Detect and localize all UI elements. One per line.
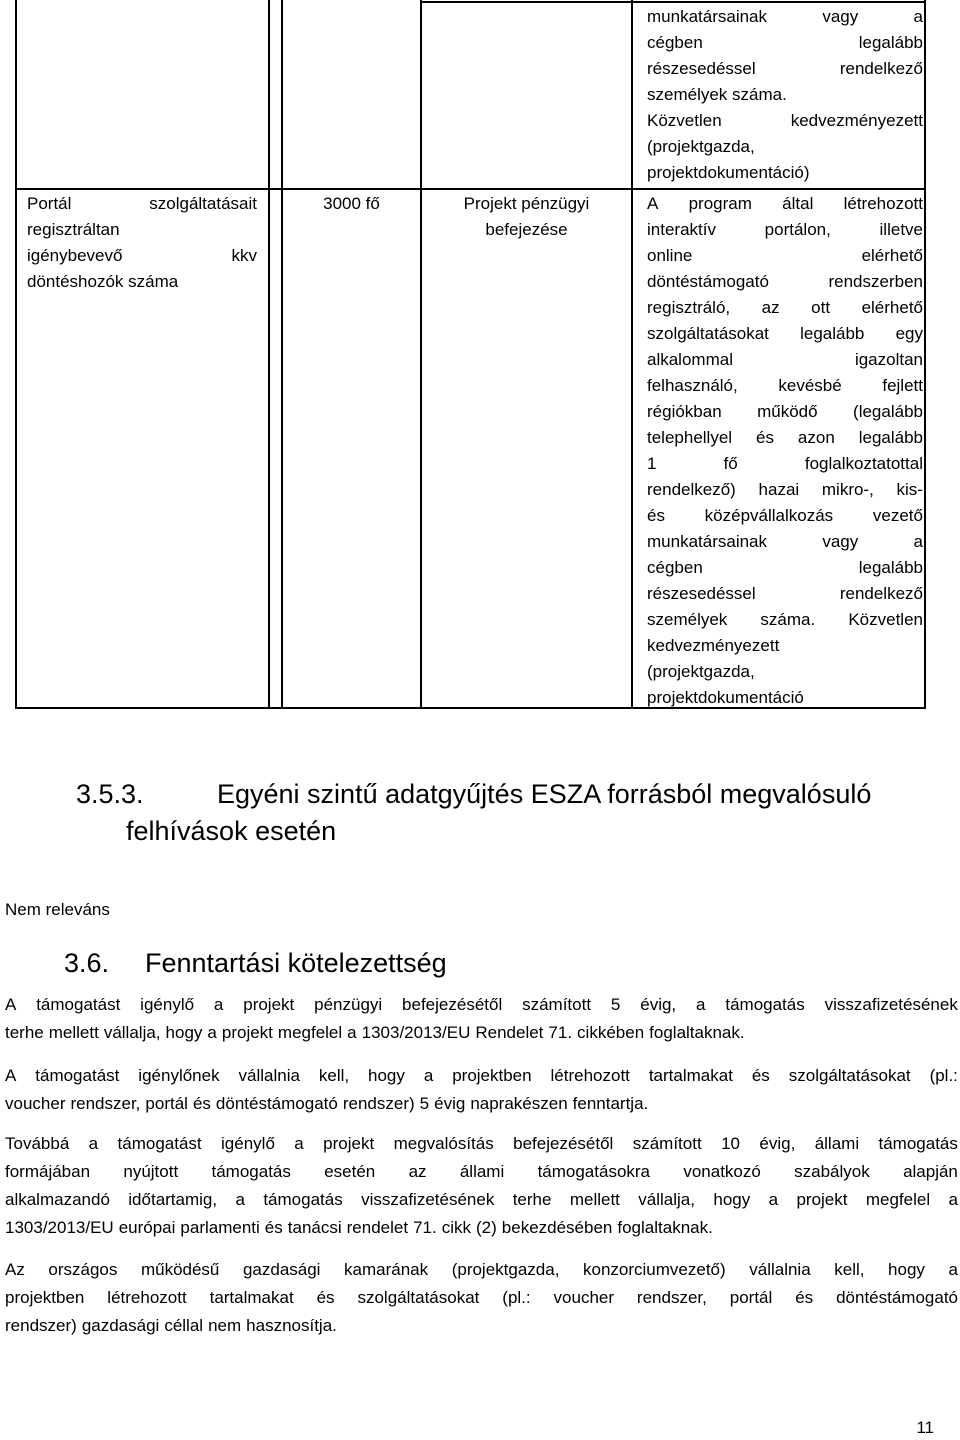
section-353-note: Nem releváns xyxy=(5,900,110,919)
indicator-table xyxy=(15,0,926,709)
target-value-cell xyxy=(283,191,420,217)
section-353-number: 3.5.3. xyxy=(76,779,144,809)
cell-word: cégben xyxy=(647,558,703,577)
cell-word: kedvezményezett xyxy=(647,636,780,655)
cell-word: a xyxy=(913,7,923,26)
cell-word: rendszerben xyxy=(828,272,923,291)
paragraph-line: A támogatást igénylő a projekt pénzügyi befejezésétől számított 5 évig, a támogatás visszafizetésének xyxy=(5,995,958,1014)
cell-word: regisztráltan xyxy=(27,220,120,239)
cell-line xyxy=(647,399,923,425)
cell-line xyxy=(647,217,923,243)
deadline-line-2: befejezése xyxy=(485,220,568,239)
section-36-number: 3.6. xyxy=(64,948,110,978)
cell-word: felhasználó, xyxy=(647,376,738,395)
cell-line xyxy=(27,217,257,243)
cell-word: foglalkoztatottal xyxy=(804,454,923,473)
cell-word: kkv xyxy=(231,246,257,265)
cell-word: a xyxy=(913,532,923,551)
cell-word: szolgáltatásokat xyxy=(647,324,769,343)
cell-word: személyek xyxy=(647,610,728,629)
cell-word: ott xyxy=(811,298,831,317)
cell-word: működő xyxy=(757,402,818,421)
cell-line xyxy=(647,134,923,160)
cell-word: kevésbé xyxy=(778,376,842,395)
cell-line xyxy=(647,659,923,685)
cell-line xyxy=(647,269,923,295)
table-border-right xyxy=(924,0,926,709)
cell-line xyxy=(647,108,923,134)
cell-word: egy xyxy=(895,324,923,343)
prev-row-source-cell xyxy=(647,4,923,186)
table-border-left xyxy=(15,0,17,709)
paragraph-line: 1303/2013/EU európai parlamenti és tanácsi rendelet 71. cikk (2) bekezdésében foglaltaknak. xyxy=(5,1218,713,1237)
cell-word: Portál xyxy=(27,194,72,213)
cell-word: legalább xyxy=(858,428,923,447)
cell-line xyxy=(27,243,257,269)
paragraph-line: formájában nyújtott támogatás esetén az állami támogatásokra vonatkozó szabályok alapján xyxy=(5,1162,958,1181)
paragraph-line: voucher rendszer, portál és döntéstámogató rendszer) 5 évig naprakészen fenntartja. xyxy=(5,1094,649,1113)
cell-word: 1 xyxy=(647,454,657,473)
cell-word: vagy xyxy=(822,532,859,551)
paragraph-line: rendszer) gazdasági céllal nem hasznosítja. xyxy=(5,1316,337,1335)
paragraph-line: alkalmazandó időtartamig, a támogatás visszafizetésének terhe mellett vállalja, hogy a projekt megfelel a xyxy=(5,1190,958,1209)
cell-line xyxy=(647,243,923,269)
cell-word: és xyxy=(756,428,774,447)
cell-word: cégben xyxy=(647,33,703,52)
cell-word: projektdokumentáció) xyxy=(647,163,810,182)
cell-line xyxy=(647,295,923,321)
cell-line xyxy=(647,477,923,503)
cell-word: hazai xyxy=(758,480,800,499)
cell-line xyxy=(647,4,923,30)
deadline-cell xyxy=(422,191,631,243)
table-border-col4 xyxy=(631,0,633,709)
cell-word: (legalább xyxy=(853,402,923,421)
cell-word: részesedéssel xyxy=(647,59,756,78)
paragraph-line: Az országos működésű gazdasági kamarának (projektgazda, konzorciumvezető) vállalnia kell, hogy a xyxy=(5,1260,958,1279)
cell-line xyxy=(647,30,923,56)
cell-word: A xyxy=(647,194,659,213)
cell-word: személyek száma. xyxy=(647,85,787,104)
cell-word: regisztráló, xyxy=(647,298,731,317)
target-value: 3000 fő xyxy=(323,194,380,213)
cell-line xyxy=(647,555,923,581)
cell-word: vagy xyxy=(822,7,859,26)
cell-line xyxy=(647,347,923,373)
cell-word: elérhető xyxy=(861,298,923,317)
cell-word: alkalommal xyxy=(647,350,733,369)
cell-word: kedvezményezett xyxy=(790,111,923,130)
cell-word: projektdokumentáció xyxy=(647,688,804,707)
cell-word: munkatársainak xyxy=(647,532,768,551)
cell-line xyxy=(27,191,257,217)
cell-line xyxy=(647,82,923,108)
cell-word: kis- xyxy=(896,480,923,499)
cell-word: rendelkező) xyxy=(647,480,736,499)
cell-line xyxy=(647,607,923,633)
cell-word: Közvetlen xyxy=(647,111,722,130)
cell-word: (projektgazda, xyxy=(647,662,755,681)
cell-word: szolgáltatásait xyxy=(149,194,257,213)
section-36-title: Fenntartási kötelezettség xyxy=(145,948,447,978)
cell-word: rendelkező xyxy=(839,59,923,78)
cell-line xyxy=(647,685,923,711)
cell-line xyxy=(647,633,923,659)
cell-word: létrehozott xyxy=(843,194,923,213)
cell-word: által xyxy=(782,194,814,213)
cell-line xyxy=(647,425,923,451)
cell-word: fő xyxy=(723,454,738,473)
cell-word: döntéshozók száma xyxy=(27,272,179,291)
cell-word: középvállalkozás xyxy=(704,506,834,525)
cell-line xyxy=(647,451,923,477)
cell-word: elérhető xyxy=(861,246,923,265)
paragraph-3 xyxy=(5,1130,958,1242)
cell-word: program xyxy=(688,194,752,213)
paragraph-2 xyxy=(5,1062,958,1118)
cell-word: száma. xyxy=(760,610,816,629)
cell-word: mikro-, xyxy=(821,480,874,499)
cell-line xyxy=(647,529,923,555)
paragraph-1 xyxy=(5,991,958,1047)
table-border-col2 xyxy=(281,0,283,709)
indicator-name-cell xyxy=(27,191,257,295)
paragraph-line: terhe mellett vállalja, hogy a projekt megfelel a 1303/2013/EU Rendelet 71. cikkében foglaltaknak. xyxy=(5,1023,745,1042)
cell-word: az xyxy=(761,298,780,317)
cell-word: igazoltan xyxy=(854,350,923,369)
cell-word: részesedéssel xyxy=(647,584,756,603)
cell-word: döntéstámogató xyxy=(647,272,769,291)
section-353-title-line2: felhívások esetén xyxy=(126,816,337,846)
paragraph-line: projektben létrehozott tartalmakat és szolgáltatásokat (pl.: voucher rendszer, portál és döntéstámogató xyxy=(5,1288,958,1307)
cell-word: online xyxy=(647,246,693,265)
table-border-top-partial xyxy=(420,1,926,3)
cell-word: legalább xyxy=(800,324,865,343)
cell-line xyxy=(647,160,923,186)
page-number: 11 xyxy=(916,1418,934,1437)
cell-word: rendelkező xyxy=(839,584,923,603)
cell-word: azon xyxy=(797,428,835,447)
cell-line xyxy=(647,56,923,82)
cell-word: Közvetlen xyxy=(848,610,923,629)
cell-word: interaktív xyxy=(647,220,716,239)
cell-word: portálon, xyxy=(764,220,831,239)
section-353-title-line1: Egyéni szintű adatgyűjtés ESZA forrásból megvalósuló xyxy=(217,779,872,809)
data-source-cell xyxy=(647,191,923,711)
paragraph-line: A támogatást igénylőnek vállalnia kell, hogy a projektben létrehozott tartalmakat és szolgáltatásokat (pl.: xyxy=(5,1066,958,1085)
deadline-line-1: Projekt pénzügyi xyxy=(463,194,590,213)
cell-word: telephellyel xyxy=(647,428,733,447)
cell-line xyxy=(647,581,923,607)
cell-word: illetve xyxy=(879,220,923,239)
cell-word: fejlett xyxy=(882,376,923,395)
cell-word: vezető xyxy=(872,506,923,525)
cell-line xyxy=(647,373,923,399)
table-border-col1 xyxy=(268,0,270,709)
paragraph-line: Továbbá a támogatást igénylő a projekt megvalósítás befejezésétől számított 10 évig, állami támogatás xyxy=(5,1134,958,1153)
cell-word: régiókban xyxy=(647,402,722,421)
table-border-col3 xyxy=(420,0,422,709)
cell-word: legalább xyxy=(858,558,923,577)
cell-word: legalább xyxy=(858,33,923,52)
cell-line xyxy=(27,269,257,295)
cell-word: igénybevevő xyxy=(27,246,123,265)
table-row-divider xyxy=(15,188,926,190)
cell-word: (projektgazda, xyxy=(647,137,755,156)
cell-line xyxy=(647,321,923,347)
cell-line xyxy=(647,191,923,217)
cell-word: munkatársainak xyxy=(647,7,768,26)
cell-word: és xyxy=(647,506,665,525)
paragraph-4 xyxy=(5,1256,958,1340)
cell-line xyxy=(647,503,923,529)
